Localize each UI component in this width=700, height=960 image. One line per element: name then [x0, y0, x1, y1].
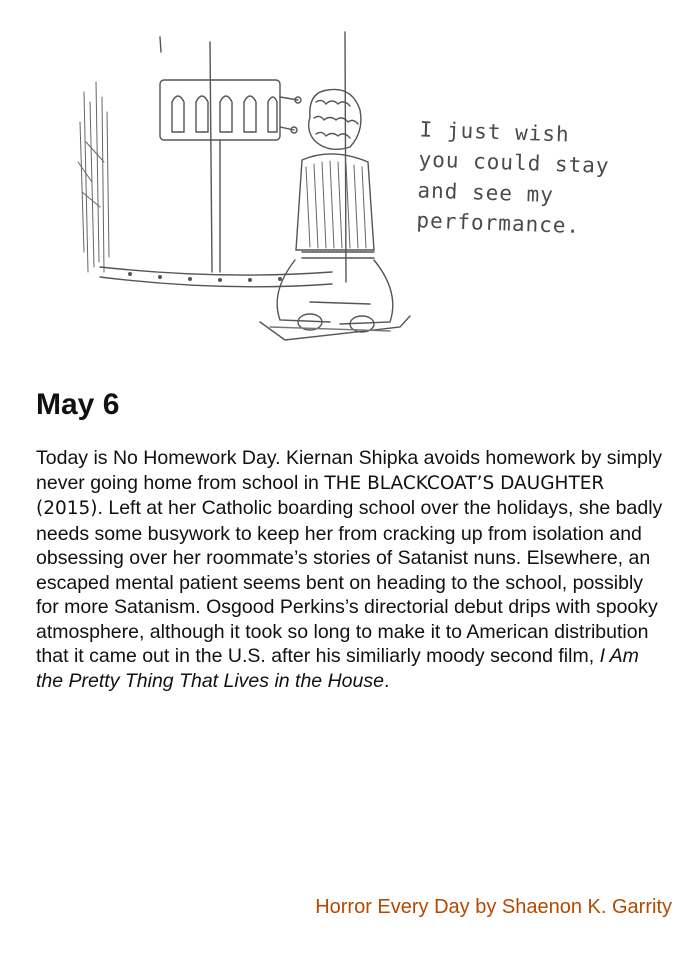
entry-text-part3: . [383, 669, 390, 692]
film-title: THE BLACKCOAT’S DAUGHTER (2015) [36, 472, 605, 519]
speech-line: and see my [417, 178, 555, 207]
speech-line: I just wish [419, 117, 571, 147]
credit-line: Horror Every Day by Shaenon K. Garrity [315, 896, 672, 918]
entry-date: May 6 [36, 388, 120, 421]
speech-line: performance. [416, 208, 581, 239]
speech-line: you could stay [418, 147, 610, 179]
second-film-title: I Am the Pretty Thing That Lives in the House [36, 645, 639, 692]
wall-hatching [78, 82, 109, 272]
window-panel [160, 80, 301, 140]
entry-text-part2: . Left at her Catholic boarding school over the holidays, she badly needs some busywork to keep her from cracking up from isolation and obsessing over her roommate’s stories of Satanist nuns. Elsewhere, an escaped mental patient seems bent on heading to the school, possibly for more Satanism. Osgood Perkins’s directorial debut drips with spooky atmosphere, although it took so long to make it to American distribution that it came out in the U.S. after his similiarly moody second film, [36, 497, 663, 667]
entry-text-part1: Today is No Homework Day. Kiernan Shipka avoids homework by simply never going home from school in [36, 447, 663, 494]
entry-body [36, 446, 664, 693]
speech-caption [416, 114, 630, 243]
